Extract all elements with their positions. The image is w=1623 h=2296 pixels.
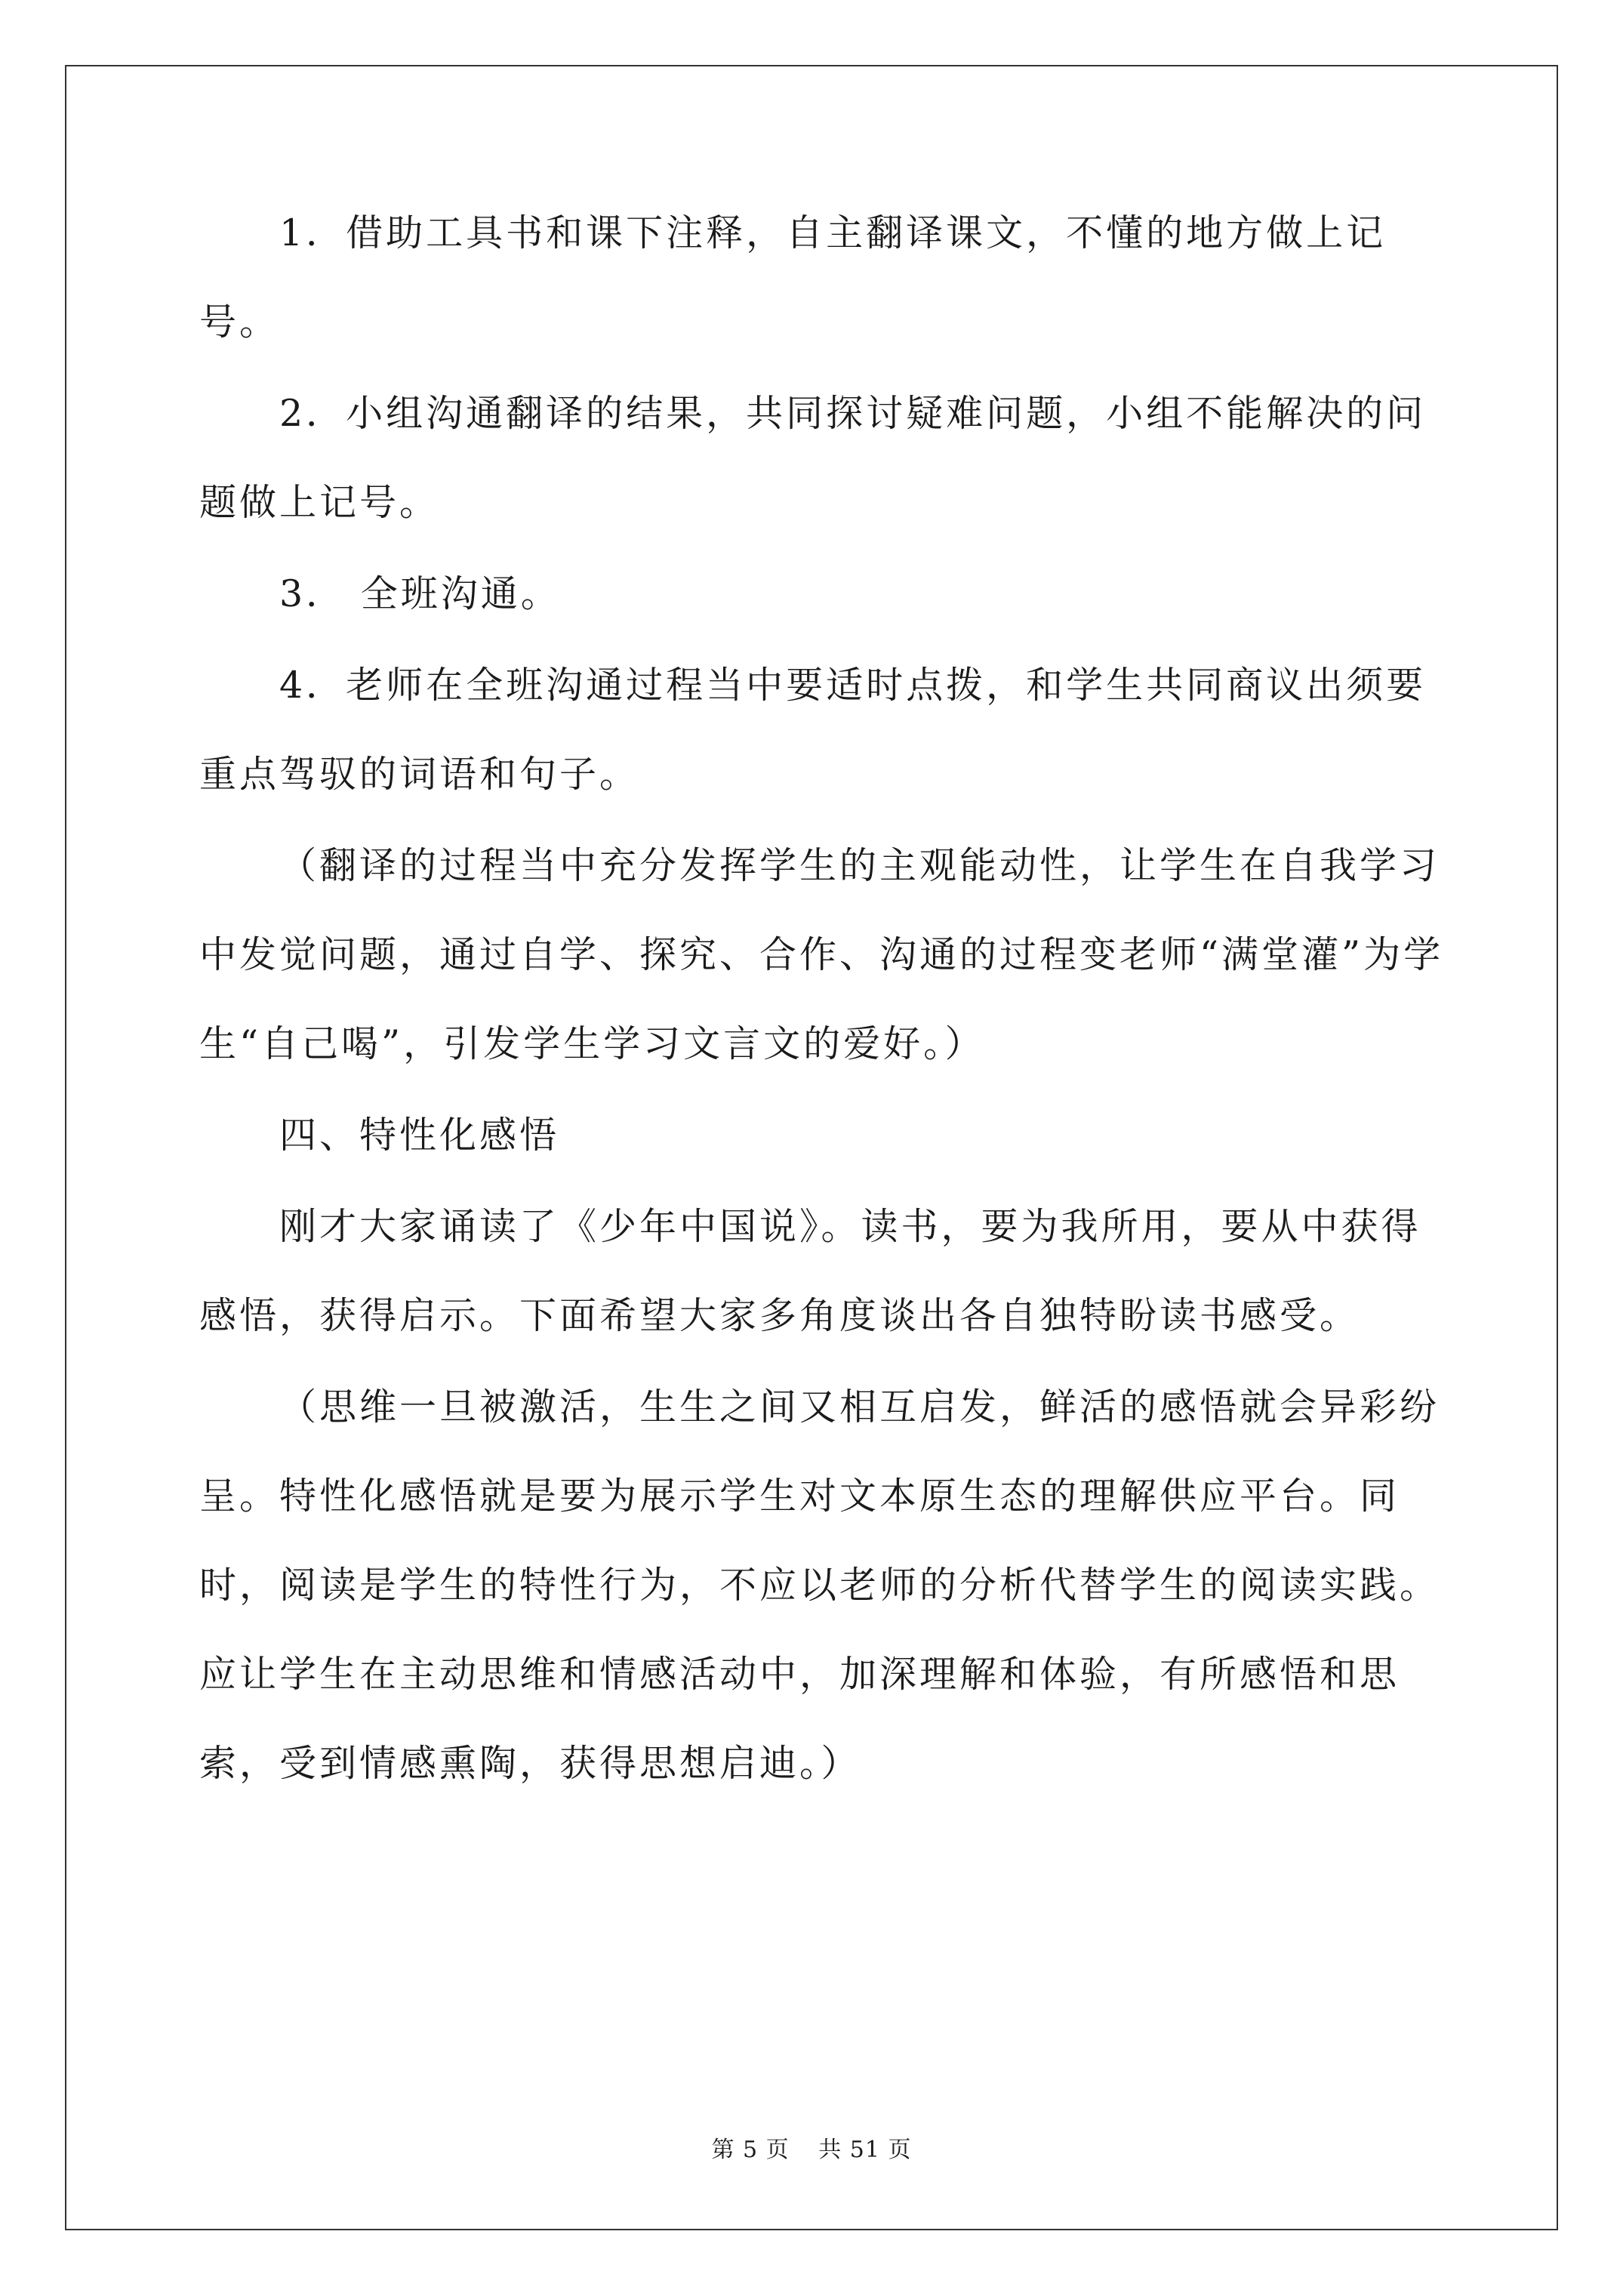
page-footer: [0, 2135, 1623, 2165]
page-number-total: 共 51 页: [818, 2137, 912, 2163]
section-heading: 四、特性化感悟: [279, 1114, 560, 1157]
paragraph-7: （思维一旦被激活，生生之间又相互启发，鲜活的感悟就会异彩纷呈。特性化感悟就是要为展示学生对文本原生态的理解供应平台。同时，阅读是学生的特性行为，不应以老师的分析代替学生的阅读实践。应让学生在主动思维和情感活动中，加深理解和体验，有所感悟和思索，受到情感熏陶，获得思想启迪。）: [199, 1385, 1440, 1785]
paragraph-2: 2．小组沟通翻译的结果，共同探讨疑难问题，小组不能解决的问题做上记号。: [199, 392, 1427, 524]
paragraph-6: 刚才大家诵读了《少年中国说》。读书，要为我所用，要从中获得感悟，获得启示。下面希望大家多角度谈出各自独特盼读书感受。: [199, 1205, 1421, 1337]
page-number-current: 第 5 页: [711, 2137, 790, 2163]
paragraph-5: （翻译的过程当中充分发挥学生的主观能动性，让学生在自我学习中发觉问题，通过自学、探究、合作、沟通的过程变老师“满堂灌”为学生“自己喝”，引发学生学习文言文的爱好。）: [199, 844, 1444, 1065]
paragraph-4: 4．老师在全班沟通过程当中要适时点拨，和学生共同商议出须要重点驾驭的词语和句子。: [199, 664, 1427, 796]
document-body: [199, 189, 1445, 1811]
paragraph-1: 1．借助工具书和课下注释，自主翻译课文，不懂的地方做上记号。: [199, 211, 1387, 344]
paragraph-3: 3． 全班沟通。: [279, 572, 561, 615]
